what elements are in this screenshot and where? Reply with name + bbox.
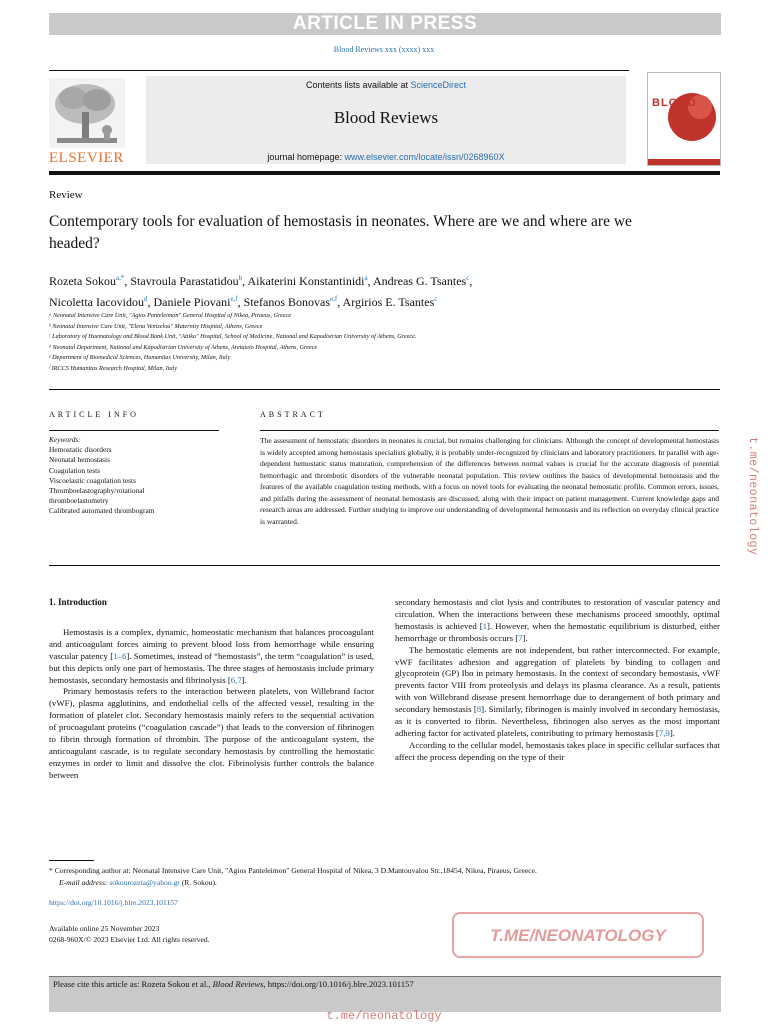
- header-top-rule: [49, 70, 629, 71]
- author-affiliation-marker[interactable]: e,f: [329, 295, 338, 303]
- affiliation: ᵃ Neonatal Intensive Care Unit, "Agios Panteleimon" General Hospital of Nikea, Piraeus, Greece: [49, 312, 292, 319]
- citation-ref[interactable]: 1: [482, 620, 488, 631]
- author-name[interactable]: Nicoletta Iacovidou: [49, 295, 144, 309]
- watermark-stamp: T.ME/NEONATOLOGY: [452, 912, 704, 958]
- author-name[interactable]: Daniele Piovani: [153, 295, 231, 309]
- author-affiliation-marker[interactable]: b: [238, 274, 243, 282]
- email-suffix: (R. Sokou).: [179, 878, 217, 887]
- journal-cover-thumbnail[interactable]: [647, 72, 721, 166]
- keyword: Thromboelastography/rotational: [49, 486, 145, 496]
- corresponding-author: * Corresponding author at: Neonatal Intensive Care Unit, "Agios Panteleimon" General Hospital of Nikea, 3 D.Mantouvalou Str.,18454, Nikea, Piraeus, Greece.: [49, 866, 537, 875]
- homepage-prefix: journal homepage:: [267, 152, 345, 162]
- author-name[interactable]: Rozeta Sokou: [49, 274, 116, 288]
- author-affiliation-marker[interactable]: a,*: [116, 274, 125, 282]
- sciencedirect-link[interactable]: ScienceDirect: [410, 80, 467, 90]
- body-paragraph: The hemostatic elements are not independent, but rather interconnected. For example, vWF facilitates adhesion and aggregation of platelets by binding to collagen and glycoprotein (GP) Ibα in primary hemostasis. In the context of secondary hemostasis, vWF prevents factor VIII from proteolysis and delays its plasma clearance. As a result, patients with von Willebrand disease present hemorrhage due to derangement of both primary and secondary hemostasis [8]. Similarly, fibrinogen is mainly involved in secondary hemostasis, as it is converted to fibrin. Nevertheless, fibrinogen also serves as the most important adhering factor for activated platelets, contributing to primary hemostasis [7,9].: [395, 644, 720, 738]
- body-paragraph: Primary hemostasis refers to the interaction between platelets, von Willebrand factor (vWF), plasma agglutinins, and endothelial cells of the affected vessel, resulting in the formation of platelet clot. Secondary hemostasis mainly refers to the sequential activation of procoagulant proteins (“coagulation cascade”) that leads to the conversion of fibrinogen to fibrin through formation of thrombin. The purpose of the anticoagulant system, the anticoagulant cascade, is to regulate secondary hemostasis by controlling the hemostatic enzymes in order to limit and dissolve the clot. Fibrinolysis further controls the balance between: [49, 686, 374, 780]
- body-paragraph: secondary hemostasis and clot lysis and contributes to restoration of vascular patency and circulation. When the interactions between these mechanisms proceed smoothly, optimal hemostasis is achieved [1]. However, when the hemostatic equilibrium is disturbed, either hemorrhage or thrombosis occurs [7].: [395, 597, 720, 643]
- bottom-watermark: t.me/neonatology: [326, 1009, 442, 1023]
- cover-art: [648, 73, 720, 165]
- corresponding-footnote: [49, 865, 719, 889]
- homepage-line: [146, 152, 626, 162]
- body-paragraph: Hemostasis is a complex, dynamic, homeostatic mechanism that balances procoagulant and anticoagulant forces aiming to prevent blood loss from hemorrhage while ensuring vascular patency [1–6]. Sometimes, instead of “hemostasis”, the term “coagulation” is used, but this depicts only one part of hemostasis. The three stages of hemostasis include primary hemostasis, secondary hemostasis and fibrinolysis [6,7].: [49, 626, 374, 685]
- email-link[interactable]: sokourozeta@yahoo.gr: [109, 878, 180, 887]
- keyword: Hemostatic disorders: [49, 445, 112, 455]
- footnote-rule: [49, 860, 94, 861]
- available-online: Available online 25 November 2023: [49, 924, 160, 933]
- article-info-rule: [49, 430, 219, 431]
- journal-title: Blood Reviews: [333, 108, 439, 127]
- cite-prefix: Please cite this article as: Rozeta Sokou et al.,: [53, 979, 213, 989]
- cite-journal: Blood Reviews: [212, 979, 264, 989]
- article-type: Review: [49, 189, 83, 201]
- keywords-label: Keywords:: [49, 435, 81, 444]
- author-list: Rozeta Sokou$^{a,*}$, Stavroula Parastatidou$^b$, Aikaterini Konstantinidi$^a$, Andreas G. Tsantes$^c$, Nicoletta Iacovidou$^d$, Daniele Piovani$^{e,f}$, Stefanos Bonovas$^{e,f}$, Argirios E. Tsantes$^c$: [49, 274, 473, 309]
- author-name[interactable]: Aikaterini Konstantinidi: [247, 274, 365, 288]
- keywords-block: [49, 435, 229, 517]
- citation-ref[interactable]: 8: [476, 704, 482, 715]
- article-info-heading: ARTICLE INFO: [49, 410, 139, 419]
- email-label: E-mail address:: [59, 878, 110, 887]
- citation-bar: [49, 976, 721, 1012]
- copyright-line: 0268-960X/© 2023 Elsevier Ltd. All rights reserved.: [49, 934, 210, 944]
- abstract-bottom-rule: [49, 565, 720, 566]
- elsevier-tree-logo: [49, 78, 125, 148]
- author-name[interactable]: Stefanos Bonovas: [243, 295, 330, 309]
- contents-line: [146, 80, 626, 90]
- affiliation: ᶠ IRCCS Humanitas Research Hospital, Milan, Italy: [49, 364, 178, 372]
- keyword: Viscoelastic coagulation tests: [49, 475, 136, 485]
- keyword: Coagulation tests: [49, 465, 101, 475]
- homepage-link[interactable]: www.elsevier.com/locate/issn/0268960X: [344, 152, 505, 162]
- author-affiliation-marker[interactable]: a: [364, 274, 368, 282]
- doi-link[interactable]: https://doi.org/10.1016/j.blre.2023.101157: [49, 898, 178, 907]
- introduction-heading: 1. Introduction: [49, 597, 107, 607]
- side-watermark: t.me/neonatology: [746, 437, 759, 556]
- citation-ref[interactable]: 7,9: [658, 727, 670, 738]
- author-name[interactable]: Andreas G. Tsantes: [372, 274, 467, 288]
- availability-block: [49, 924, 210, 945]
- affiliation: ᶜ Laboratory of Haematology and Blood Bank Unit, "Attiko" Hospital, School of Medicine, National and Kapodistrian University of Athens, Greece.: [49, 333, 417, 340]
- body-right-column: [395, 597, 720, 764]
- body-left-column: [49, 597, 374, 782]
- abstract-rule: [260, 430, 719, 431]
- contents-prefix: Contents lists available at: [305, 80, 411, 90]
- affiliation: ᵉ Department of Biomedical Sciences, Humanitas University, Milan, Italy: [49, 354, 231, 361]
- header-bottom-rule: [49, 171, 720, 175]
- affiliations-rule: [49, 389, 720, 390]
- author-name[interactable]: Argirios E. Tsantes: [342, 295, 435, 309]
- abstract-heading: ABSTRACT: [260, 410, 326, 419]
- citation-ref[interactable]: 7: [518, 632, 523, 643]
- article-title: Contemporary tools for evaluation of hemostasis in neonates. Where are we and where are we headed?: [49, 213, 632, 252]
- affiliation: ᵇ Neonatal Intensive Care Unit, "Elena Venizelou" Maternity Hospital, Athens, Greece: [49, 322, 263, 330]
- affiliation: ᵈ Neonatal Department, National and Kapodistrian University of Athens, Aretaieio Hospital, Athens, Greece: [49, 343, 318, 351]
- article-in-press-banner: ARTICLE IN PRESS: [49, 13, 721, 35]
- author-affiliation-marker[interactable]: d: [143, 295, 148, 303]
- body-paragraph: According to the cellular model, hemostasis takes place in specific cellular surfaces that affect the process depending on the type of their: [395, 739, 720, 762]
- keyword: Neonatal hemostasis: [49, 455, 110, 465]
- publisher-wordmark: ELSEVIER: [49, 150, 124, 166]
- cover-title: BLOOD: [652, 97, 697, 109]
- author-affiliation-marker[interactable]: c: [466, 274, 470, 282]
- author-affiliation-marker[interactable]: e,f: [230, 295, 238, 303]
- citation-ref[interactable]: 6,7: [230, 674, 242, 685]
- keywords-list: [49, 445, 229, 516]
- citation-ref[interactable]: 1–6: [113, 650, 127, 661]
- cite-suffix: , https://doi.org/10.1016/j.blre.2023.101157: [263, 979, 414, 989]
- abstract-text: The assessment of hemostatic disorders in neonates is crucial, but remains challenging for clinicians. Although the concept of developmental hemostasis is widely accepted among hemostasis specialists globally, it is probably under-recognized by clinicians and laboratory practitioners. In parallel with age-dependent hemostatic status maturation, comprehension of the differences between normal values is crucial for the accurate diagnosis of potential hemorrhagic and thrombotic disorders of the vulnerable neonatal population. This review outlines the basics of developmental hemostasis and the features of the available coagulation testing methods, with a focus on novel tools for evaluating the neonatal hemostatic profile. Common errors, issues, and pitfalls during the assessment of neonatal hemostasis are discussed, along with their impact on patient management. Current knowledge gaps and research areas are addressed. Further studying to improve our understanding of developmental hemostasis and its reflection on everyday clinical practice is warranted.: [260, 436, 719, 526]
- keyword: Calibrated automated thrombogram: [49, 506, 155, 516]
- keyword: thromboelastometry: [49, 496, 109, 506]
- journal-reference[interactable]: Blood Reviews xxx (xxxx) xxx: [333, 45, 435, 54]
- affiliation-list: [49, 311, 709, 374]
- author-affiliation-marker[interactable]: c: [434, 295, 438, 303]
- author-name[interactable]: Stavroula Parastatidou: [130, 274, 239, 288]
